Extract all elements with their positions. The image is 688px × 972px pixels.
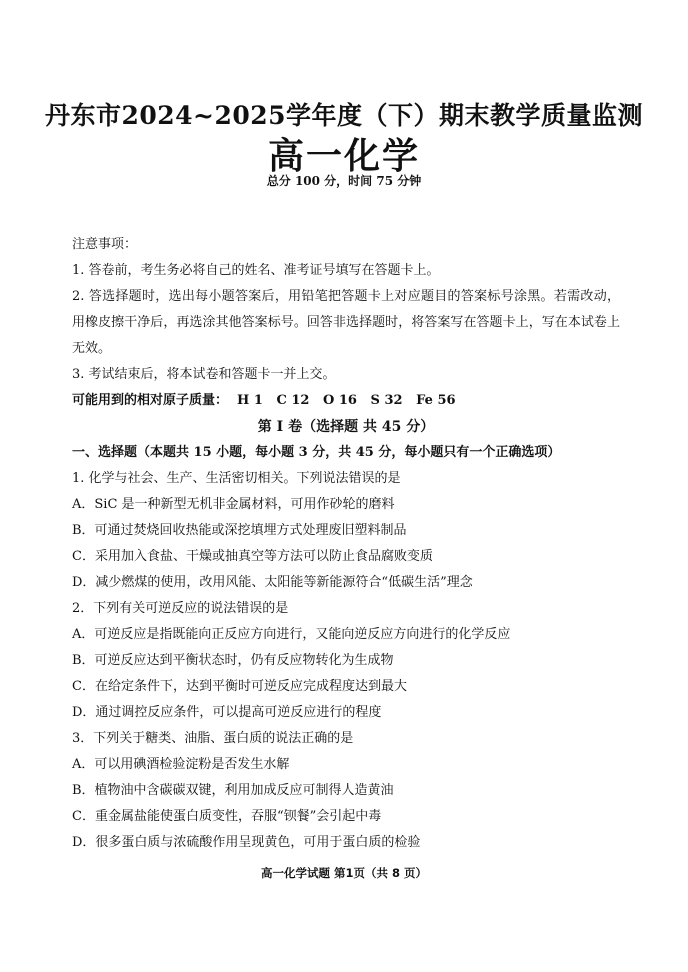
question-stem: 2．下列有关可逆反应的说法错误的是 — [72, 601, 289, 616]
option-c: C．重金属盐能使蛋白质变性，吞服“钡餐”会引起中毒 — [72, 809, 382, 824]
notice-item-2: 2. 答选择题时，选出每小题答案后，用铅笔把答题卡上对应题目的答案标号涂黑。若需改动，用橡皮擦干净后，再选涂其他答案标号。回答非选择题时，将答案写在答题卡上，写在本试卷上无效。 — [72, 289, 620, 356]
exam-content — [72, 232, 620, 856]
option-d: D．通过调控反应条件，可以提高可逆反应进行的程度 — [72, 705, 382, 720]
question-3 — [72, 726, 620, 856]
option-a: A．SiC 是一种新型无机非金属材料，可用作砂轮的磨料 — [72, 497, 395, 512]
notice-heading: 注意事项： — [72, 237, 138, 252]
notice-item-1: 1. 答卷前，考生务必将自己的姓名、准考证号填写在答题卡上。 — [72, 263, 440, 278]
option-b: B．可通过焚烧回收热能或深挖填埋方式处理废旧塑料制品 — [72, 523, 407, 538]
option-d: D．很多蛋白质与浓硫酸作用呈现黄色，可用于蛋白质的检验 — [72, 835, 421, 850]
option-d: D．减少燃煤的使用，改用风能、太阳能等新能源符合“低碳生活”理念 — [72, 575, 473, 590]
page-footer: 高一化学试题 第1页（共 8 页） — [260, 866, 427, 880]
notice-item-3: 3. 考试结束后，将本试卷和答题卡一并上交。 — [72, 367, 336, 382]
question-stem: 1. 化学与社会、生产、生活密切相关。下列说法错误的是 — [72, 471, 401, 486]
question-2 — [72, 596, 620, 726]
question-1 — [72, 466, 620, 596]
option-c: C．采用加入食盐、干燥或抽真空等方法可以防止食品腐败变质 — [72, 549, 433, 564]
exam-meta: 总分 100 分，时间 75 分钟 — [266, 174, 422, 188]
section-title: 第 Ⅰ 卷（选择题 共 45 分） — [257, 419, 435, 435]
option-b: B．可逆反应达到平衡状态时，仍有反应物转化为生成物 — [72, 653, 394, 668]
atomic-masses: 可能用到的相对原子质量： H 1 C 12 O 16 S 32 Fe 56 — [72, 393, 456, 408]
option-a: A．可以用碘酒检验淀粉是否发生水解 — [72, 757, 290, 772]
option-c: C．在给定条件下，达到平衡时可逆反应完成程度达到最大 — [72, 679, 407, 694]
option-a: A．可逆反应是指既能向正反应方向进行，又能向逆反应方向进行的化学反应 — [72, 627, 511, 642]
subject-title: 高一化学 — [267, 136, 420, 177]
section-instructions: 一、选择题（本题共 15 小题，每小题 3 分，共 45 分，每小题只有一个正确选项） — [72, 445, 561, 460]
question-stem: 3．下列关于糖类、油脂、蛋白质的说法正确的是 — [72, 731, 354, 746]
option-b: B．植物油中含碳碳双键，利用加成反应可制得人造黄油 — [72, 783, 394, 798]
exam-title: 丹东市2024~2025学年度（下）期末教学质量监测 — [44, 101, 644, 130]
